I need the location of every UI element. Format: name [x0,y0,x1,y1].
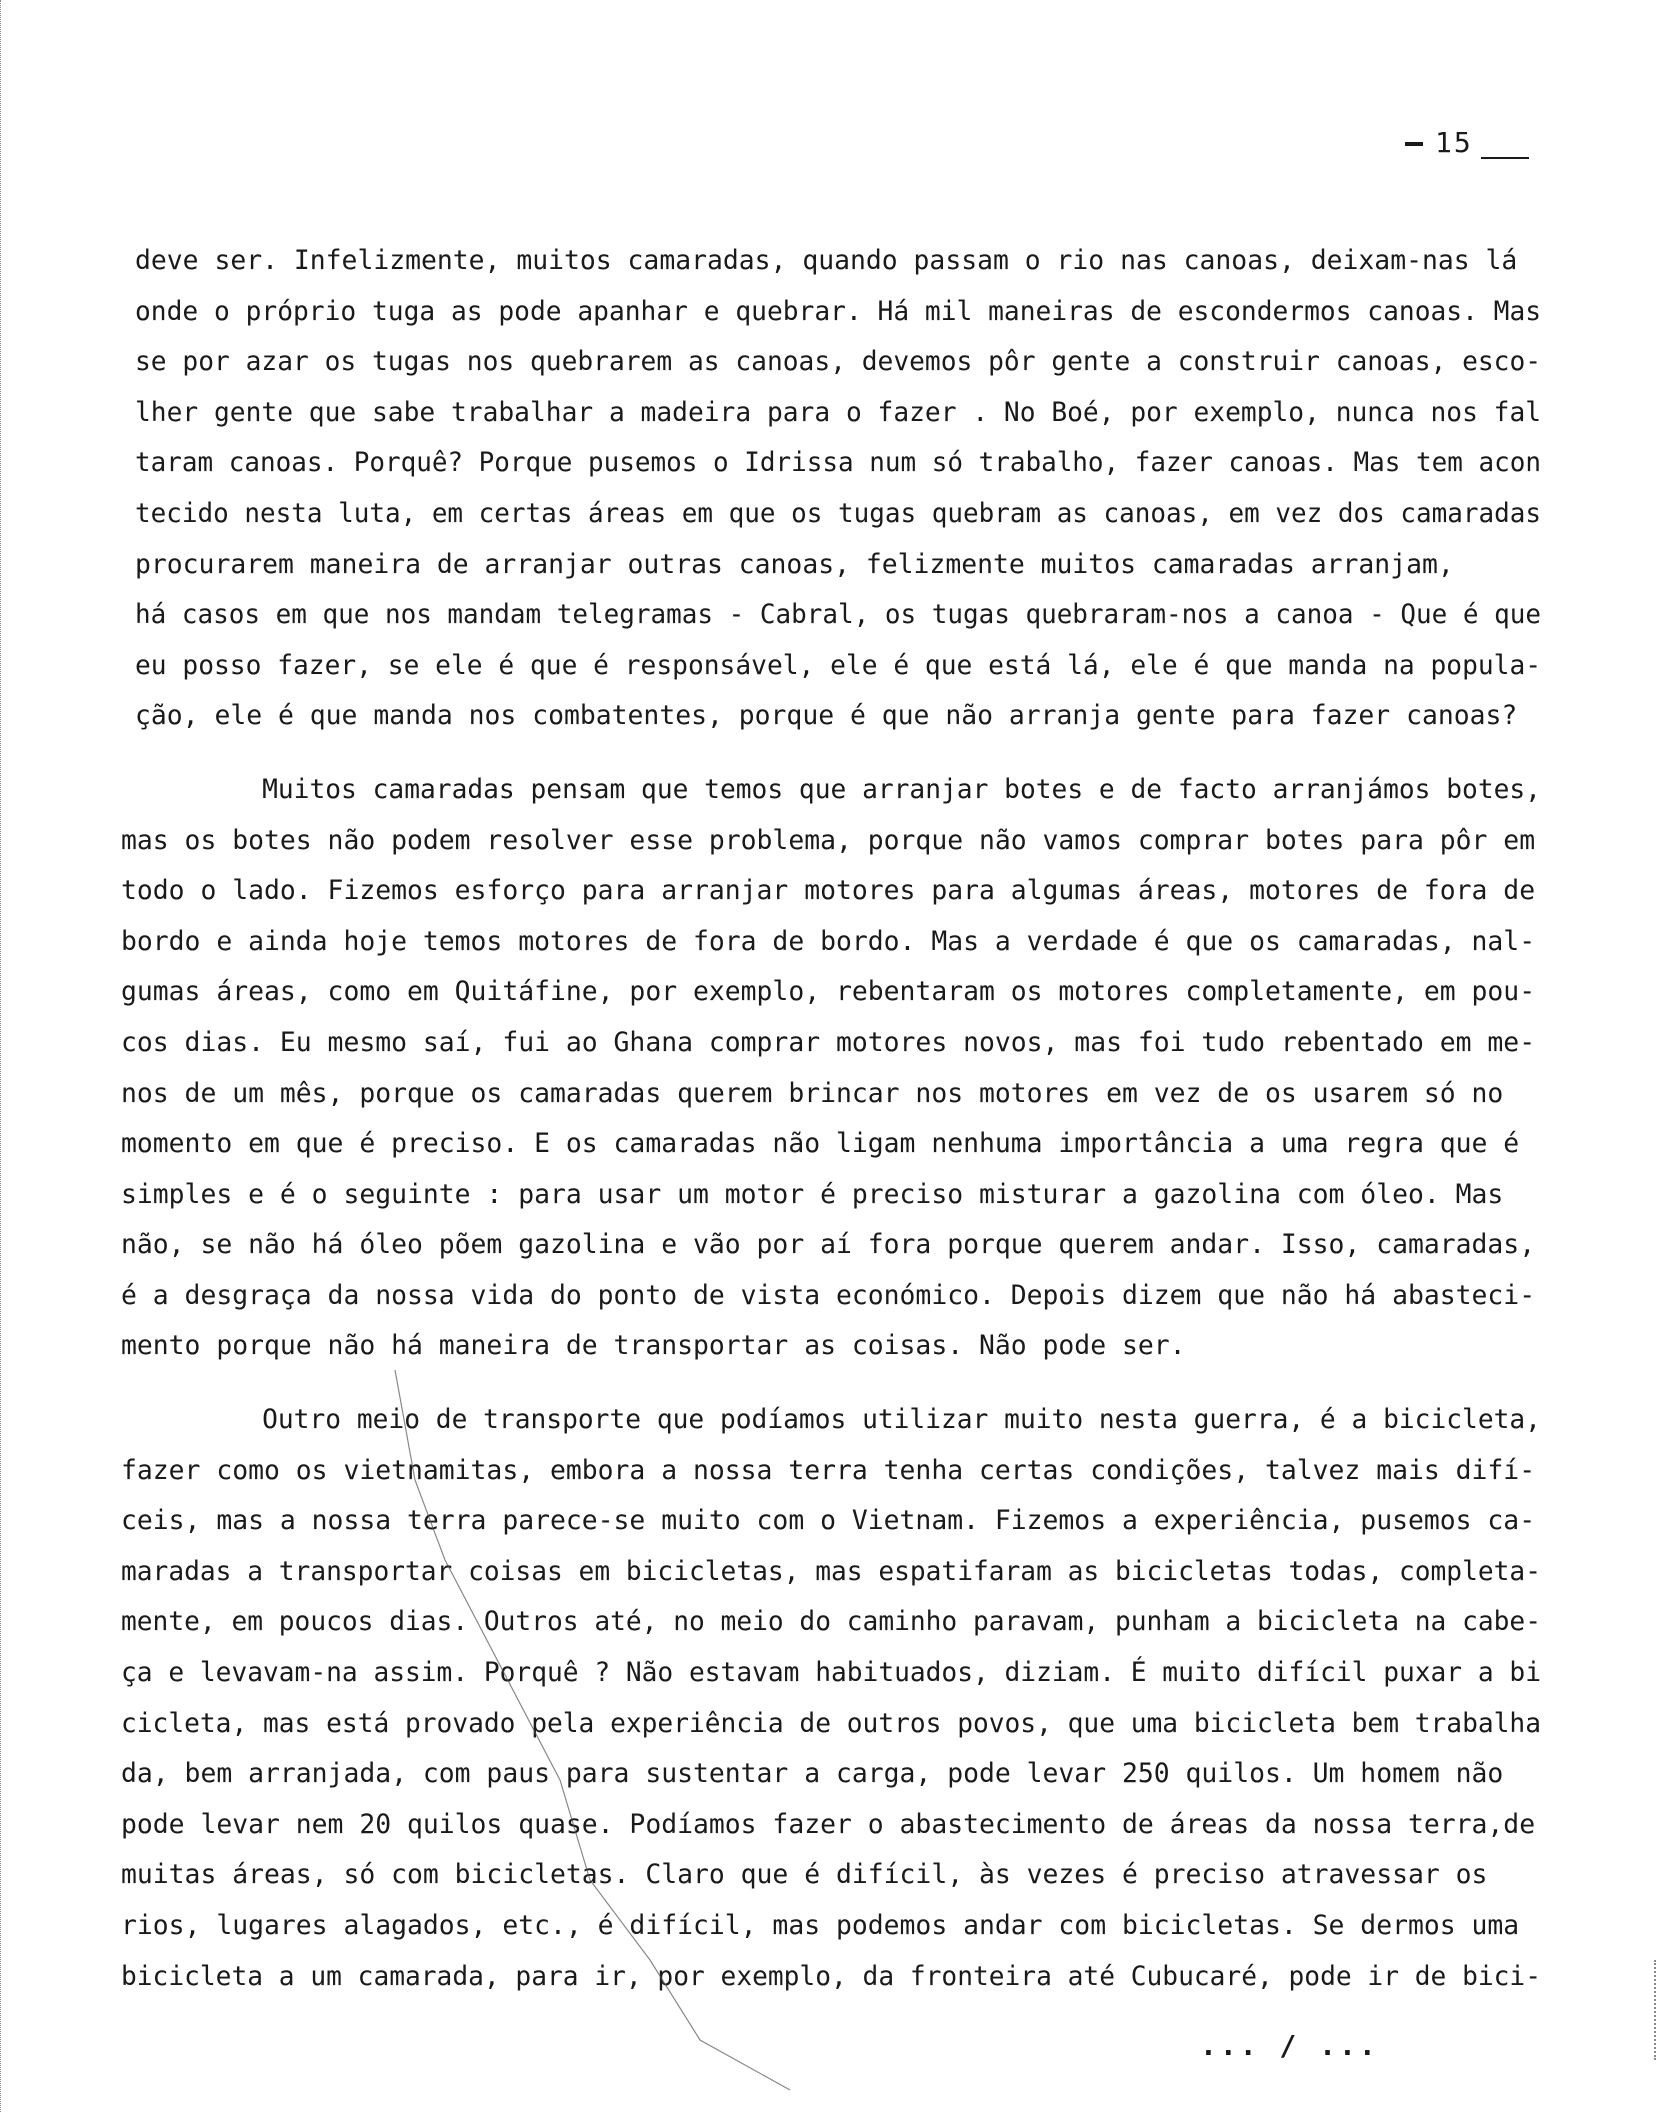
text-line: rios, lugares alagados, etc., é difícil, mas podemos andar com bicicletas. Se dermos uma [121,1910,1520,1941]
text-line: pode levar nem 20 quilos quase. Podíamos fazer o abastecimento de áreas da nossa terra,de [121,1808,1536,1840]
text-line: cicleta, mas está provado pela experiência de outros povos, que uma bicicleta bem trabalha [121,1707,1541,1739]
text-line: procurarem maneira de arranjar outras canoas, felizmente muitos camaradas arranjam, [135,548,1454,580]
text-line: simples e é o seguinte : para usar um motor é preciso misturar a gazolina com óleo. Mas [121,1178,1504,1210]
text-line: Muitos camaradas pensam que temos que arranjar botes e de facto arranjámos botes, [262,773,1541,805]
text-line: muitas áreas, só com bicicletas. Claro que é difícil, às vezes é preciso atravessar os [121,1859,1488,1891]
text-line: mento porque não há maneira de transportar as coisas. Não pode ser. [121,1330,1186,1362]
text-line: onde o próprio tuga as pode apanhar e quebrar. Há mil maneiras de escondermos canoas. Mas [135,295,1542,327]
text-line: momento em que é preciso. E os camaradas não ligam nenhuma importância a uma regra que é [121,1128,1520,1160]
text-line: ceis, mas a nossa terra parece-se muito com o Vietnam. Fizemos a experiência, pusemos ca- [121,1505,1536,1537]
text-line: taram canoas. Porquê? Porque pusemos o Idrissa num só trabalho, fazer canoas. Mas tem acon [135,447,1541,479]
text-line: tecido nesta luta, em certas áreas em que os tugas quebram as canoas, em vez dos camaradas [135,497,1541,529]
text-line: da, bem arranjada, com paus para sustentar a carga, pode levar 250 quilos. Um homem não [121,1758,1504,1790]
text-line: mente, em poucos dias. Outros até, no meio do caminho paravam, punham a bicicleta na cabe- [121,1606,1541,1638]
text-line: lher gente que sabe trabalhar a madeira para o fazer . No Boé, por exemplo, nunca nos fal [135,396,1542,428]
text-line: se por azar os tugas nos quebrarem as canoas, devemos pôr gente a construir canoas, esco- [135,346,1542,378]
text-line: deve ser. Infelizmente, muitos camaradas, quando passam o rio nas canoas, deixam-nas lá [135,245,1518,276]
text-line: bordo e ainda hoje temos motores de fora de bordo. Mas a verdade é que os camaradas, nal- [121,925,1536,957]
text-line: Outro meio de transporte que podíamos utilizar muito nesta guerra, é a bicicleta, [262,1404,1541,1436]
text-line: maradas a transportar coisas em bicicletas, mas espatifaram as bicicletas todas, completa- [121,1555,1541,1587]
continuation-marker: ... / ... [1200,2029,1379,2062]
text-line: mas os botes não podem resolver esse problema, porque não vamos comprar botes para pôr em [121,824,1536,856]
page-number: 15 [1405,126,1529,159]
text-line: todo o lado. Fizemos esforço para arranjar motores para algumas áreas, motores de fora de [121,875,1536,907]
text-line: eu posso fazer, se ele é que é responsável, ele é que está lá, ele é que manda na popula- [135,649,1542,681]
text-line: fazer como os vietnamitas, embora a nossa terra tenha certas condições, talvez mais difí- [121,1454,1536,1486]
text-line: gumas áreas, como em Quitáfine, por exemplo, rebentaram os motores completamente, em pou- [121,976,1536,1008]
text-line: há casos em que nos mandam telegramas - Cabral, os tugas quebraram-nos a canoa - Que é que [135,599,1541,631]
text-line: nos de um mês, porque os camaradas querem brincar nos motores em vez de os usarem só no [121,1077,1504,1109]
text-line: ção, ele é que manda nos combatentes, porque é que não arranja gente para fazer canoas? [135,700,1518,732]
text-line: cos dias. Eu mesmo saí, fui ao Ghana comprar motores novos, mas foi tudo rebentado em me- [121,1026,1536,1058]
text-line: bicicleta a um camarada, para ir, por exemplo, da fronteira até Cubucaré, pode ir de bici- [121,1960,1541,1992]
text-line: não, se não há óleo põem gazolina e vão por aí fora porque querem andar. Isso, camaradas, [121,1229,1536,1261]
text-line: ça e levavam-na assim. Porquê ? Não estavam habituados, diziam. É muito difícil puxar a bi [121,1657,1541,1689]
text-line: é a desgraça da nossa vida do ponto de vista económico. Depois dizem que não há abasteci- [121,1279,1536,1311]
